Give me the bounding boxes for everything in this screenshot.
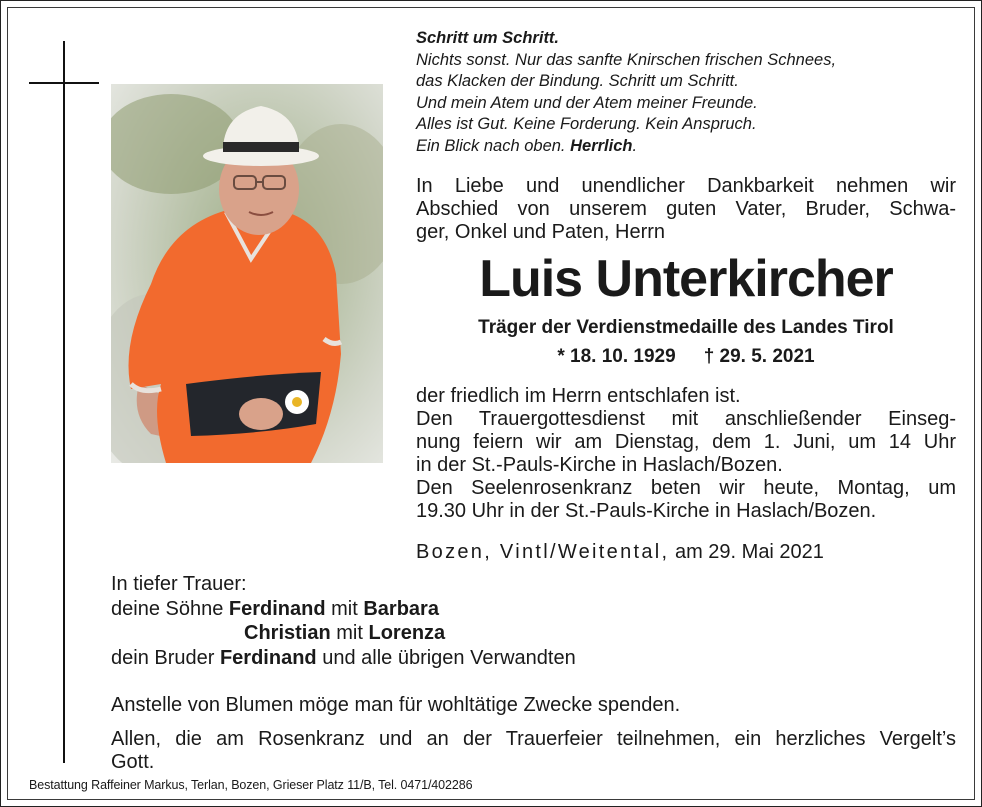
poem-emphasis: Herrlich	[570, 136, 633, 155]
funeral-home-footer: Bestattung Raffeiner Markus, Terlan, Bozen, Grieser Platz 11/B, Tel. 0471/402286	[29, 778, 473, 792]
donation-note: Anstelle von Blumen möge man für wohltätige Zwecke spenden.	[111, 694, 681, 716]
poem-last-line	[416, 136, 956, 158]
partner-name: Lorenza	[368, 622, 446, 644]
place-date	[416, 541, 956, 564]
notice-line: nung feiern wir am Dienstag, dem 1. Juni, um 14 Uhr	[416, 431, 956, 453]
notice-line: Den Trauergottesdienst mit anschließender Einseg-	[416, 408, 956, 430]
thanks-note	[111, 728, 956, 774]
with-word: mit	[331, 597, 358, 620]
partner-name: Barbara	[363, 597, 439, 620]
mourners-sons-line-2	[111, 621, 711, 646]
son-name: Ferdinand	[228, 597, 326, 620]
mourners-list	[111, 572, 711, 670]
brother-label: dein Bruder	[111, 646, 215, 669]
cross-icon-vertical	[63, 41, 65, 763]
birth-date: * 18. 10. 1929	[557, 346, 676, 367]
thanks-line: Allen, die am Rosenkranz und an der Trauerfeier teilnehmen, ein herzliches Vergelt’s	[111, 728, 956, 750]
life-dates	[416, 345, 956, 369]
poem-title: Schritt um Schritt.	[416, 29, 560, 47]
notice-line: in der St.-Pauls-Kirche in Haslach/Bozen.	[416, 454, 783, 476]
poem-line: Und mein Atem und der Atem meiner Freunde.	[416, 93, 758, 112]
poem-line: das Klacken der Bindung. Schritt um Schritt.	[416, 72, 739, 91]
places: Bozen, Vintl/Weitental,	[416, 541, 670, 563]
thanks-line: Gott.	[111, 751, 155, 773]
notice-text	[416, 385, 956, 523]
brother-name: Ferdinand	[219, 646, 317, 669]
with-word: mit	[336, 622, 363, 644]
son-name: Christian	[244, 622, 331, 644]
death-date: † 29. 5. 2021	[703, 346, 815, 367]
deceased-name: Luis Unterkircher	[479, 250, 893, 308]
honor-title: Träger der Verdienstmedaille des Landes Tirol	[478, 317, 894, 338]
relatives-text: und alle übrigen Verwandten	[322, 646, 576, 669]
cross-icon-horizontal	[29, 82, 99, 84]
mourners-sons-line	[111, 597, 711, 622]
sons-label: deine Söhne	[111, 597, 224, 620]
intro-text	[416, 175, 956, 244]
notice-date: am 29. Mai 2021	[674, 541, 824, 563]
poem-punct: .	[632, 136, 638, 155]
poem-line: Alles ist Gut. Keine Forderung. Kein Anspruch.	[416, 115, 757, 134]
mourners-intro: In tiefer Trauer:	[111, 573, 247, 595]
poem	[416, 28, 956, 158]
notice-line: Den Seelenrosenkranz beten wir heute, Montag, um	[416, 477, 956, 499]
portrait-illustration	[111, 84, 383, 463]
notice-line: 19.30 Uhr in der St.-Pauls-Kirche in Haslach/Bozen.	[416, 500, 877, 522]
portrait-photo	[111, 84, 383, 463]
poem-line: Nichts sonst. Nur das sanfte Knirschen frischen Schnees,	[416, 50, 837, 69]
poem-last-text: Ein Blick nach oben.	[416, 136, 566, 155]
mourners-brother-line	[111, 646, 711, 671]
intro-line: ger, Onkel und Paten, Herrn	[416, 221, 666, 243]
intro-line: In Liebe und unendlicher Dankbarkeit nehmen wir	[416, 175, 956, 197]
intro-line: Abschied von unserem guten Vater, Bruder, Schwa-	[416, 198, 956, 220]
notice-line: der friedlich im Herrn entschlafen ist.	[416, 385, 741, 407]
